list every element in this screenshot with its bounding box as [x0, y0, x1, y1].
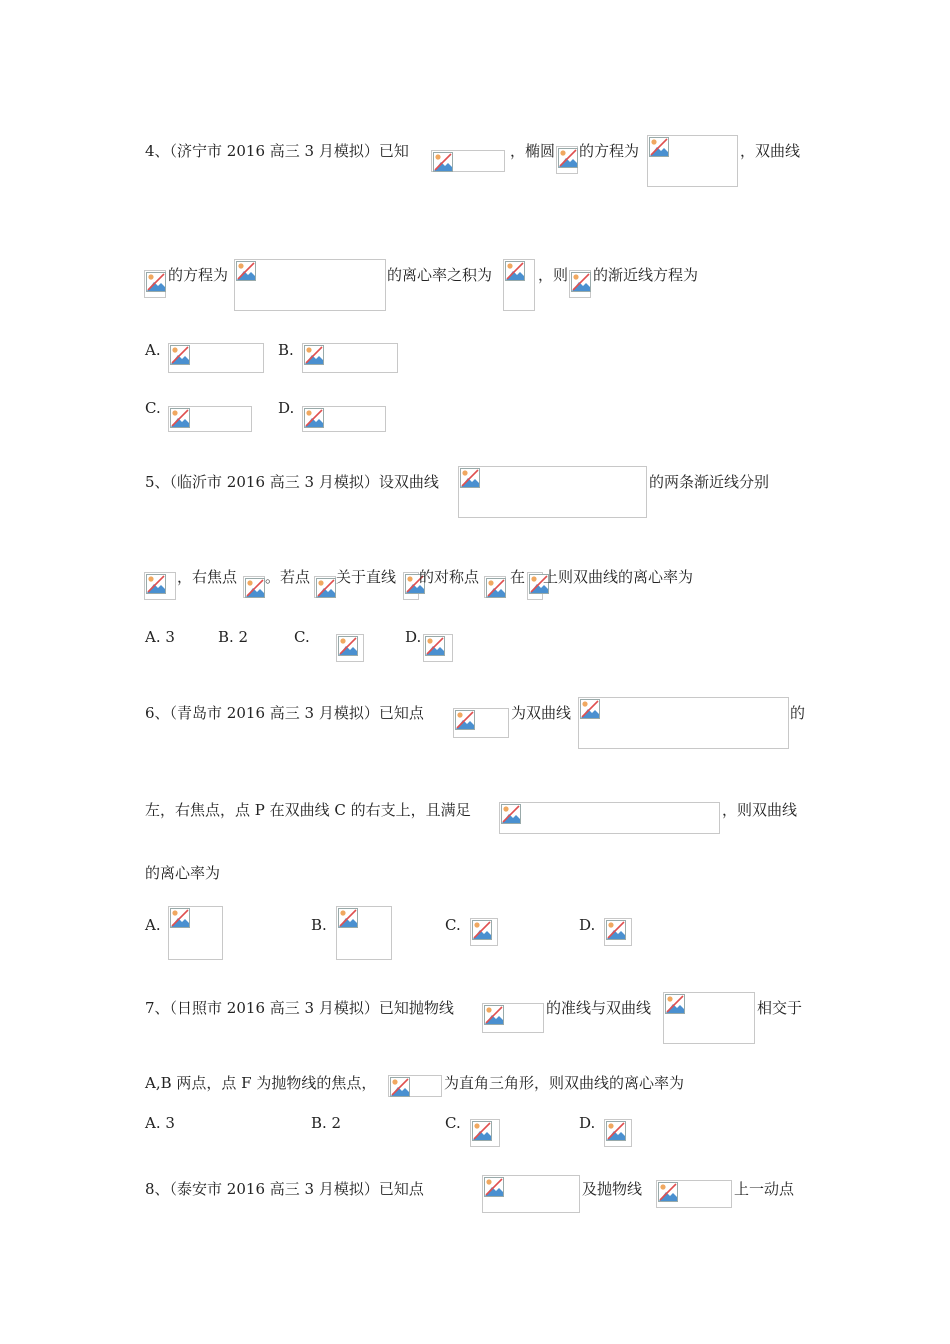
q6-intro: 6、（青岛市 2016 高三 3 月模拟）已知点 — [145, 704, 424, 722]
broken-image-icon — [170, 408, 190, 428]
broken-image-icon — [505, 261, 525, 281]
q7-option-a: A. 3 — [145, 1114, 175, 1132]
formula-image — [647, 135, 738, 187]
formula-image — [458, 466, 647, 518]
option-label: C. — [145, 399, 161, 417]
broken-image-icon — [580, 699, 600, 719]
option-label: A. — [145, 341, 161, 359]
q4-eq-is: 的方程为 — [579, 142, 640, 160]
q5-if: 。若点 — [265, 568, 311, 586]
q5-option-b: B. 2 — [218, 628, 249, 646]
formula-image — [482, 1175, 580, 1213]
q4-eq-is2: 的方程为 — [168, 266, 229, 284]
formula-image — [569, 270, 591, 298]
broken-image-icon — [501, 804, 521, 824]
q5-about: 关于直线 — [336, 568, 397, 586]
formula-image — [604, 1119, 632, 1147]
q5-option-c: C. — [294, 628, 310, 646]
formula-image — [243, 576, 265, 598]
q5-focus: ，右焦点 — [177, 568, 238, 586]
broken-image-icon — [658, 1182, 678, 1202]
formula-image — [144, 270, 166, 298]
broken-image-icon — [558, 148, 578, 168]
q5-option-d: D. — [405, 628, 422, 646]
q7-option-c: C. — [445, 1114, 461, 1132]
formula-image — [423, 634, 453, 662]
q6-is-hyper: 为双曲线 — [511, 704, 572, 722]
formula-image — [527, 572, 543, 600]
formula-image — [470, 918, 498, 946]
formula-image — [168, 406, 252, 432]
broken-image-icon — [606, 920, 626, 940]
broken-image-icon — [472, 1121, 492, 1141]
broken-image-icon — [316, 578, 336, 598]
broken-image-icon — [472, 920, 492, 940]
formula-image — [314, 576, 336, 598]
broken-image-icon — [606, 1121, 626, 1141]
q8-para: 及抛物线 — [582, 1180, 643, 1198]
formula-image — [403, 572, 419, 600]
formula-image — [168, 343, 264, 373]
broken-image-icon — [245, 578, 265, 598]
q5-ecc: 上则双曲线的离心率为 — [543, 568, 694, 586]
option-label: C. — [445, 916, 461, 934]
formula-image — [556, 146, 578, 174]
q4-ellipse: ，椭圆 — [510, 142, 556, 160]
formula-image — [499, 802, 720, 834]
q7-option-d: D. — [579, 1114, 596, 1132]
broken-image-icon — [146, 574, 166, 594]
formula-image — [388, 1075, 442, 1097]
broken-image-icon — [486, 578, 506, 598]
q7-directrix: 的准线与双曲线 — [546, 999, 652, 1017]
q7-line2b: 为直角三角形，则双曲线的离心率为 — [444, 1074, 685, 1092]
broken-image-icon — [484, 1177, 504, 1197]
q4-asym: 的渐近线方程为 — [593, 266, 699, 284]
broken-image-icon — [304, 408, 324, 428]
broken-image-icon — [484, 1005, 504, 1025]
q4-intro: 4、（济宁市 2016 高三 3 月模拟）已知 — [145, 142, 409, 160]
broken-image-icon — [455, 710, 475, 730]
broken-image-icon — [649, 137, 669, 157]
q5-asym: 的两条渐近线分别 — [649, 473, 770, 491]
q8-intro: 8、（泰安市 2016 高三 3 月模拟）已知点 — [145, 1180, 424, 1198]
q7-intro: 7、（日照市 2016 高三 3 月模拟）已知抛物线 — [145, 999, 454, 1017]
broken-image-icon — [571, 272, 591, 292]
formula-image — [234, 259, 386, 311]
broken-image-icon — [170, 345, 190, 365]
q5-sym: 的对称点 — [419, 568, 480, 586]
q6-line2: 左，右焦点，点 P 在双曲线 C 的右支上，且满足 — [145, 801, 471, 819]
q6-line3: 的离心率为 — [145, 864, 221, 882]
broken-image-icon — [338, 636, 358, 656]
formula-image — [302, 343, 398, 373]
formula-image — [484, 576, 506, 598]
broken-image-icon — [146, 272, 166, 292]
broken-image-icon — [338, 908, 358, 928]
q7-line2a: A,B 两点，点 F 为抛物线的焦点， — [145, 1074, 377, 1092]
q4-then: ，则 — [538, 266, 569, 284]
option-label: B. — [311, 916, 327, 934]
formula-image — [578, 697, 789, 749]
broken-image-icon — [304, 345, 324, 365]
option-label: D. — [278, 399, 295, 417]
broken-image-icon — [390, 1077, 410, 1097]
formula-image — [144, 572, 176, 600]
formula-image — [336, 906, 392, 960]
q5-intro: 5、（临沂市 2016 高三 3 月模拟）设双曲线 — [145, 473, 439, 491]
q7-option-b: B. 2 — [311, 1114, 342, 1132]
formula-image — [168, 906, 223, 960]
formula-image — [656, 1180, 732, 1208]
broken-image-icon — [665, 994, 685, 1014]
q6-then: ，则双曲线 — [722, 801, 798, 819]
formula-image — [431, 150, 505, 172]
formula-image — [503, 259, 535, 311]
formula-image — [482, 1003, 544, 1033]
q6-of: 的 — [790, 704, 806, 722]
q4-ecc-prod: 的离心率之积为 — [387, 266, 493, 284]
formula-image — [470, 1119, 500, 1147]
q4-hyper: ，双曲线 — [740, 142, 801, 160]
formula-image — [336, 634, 364, 662]
option-label: B. — [278, 341, 294, 359]
broken-image-icon — [170, 908, 190, 928]
broken-image-icon — [425, 636, 445, 656]
option-label: D. — [579, 916, 596, 934]
formula-image — [663, 992, 755, 1044]
q5-on: 在 — [510, 568, 526, 586]
q8-moving: 上一动点 — [734, 1180, 795, 1198]
option-label: A. — [145, 916, 161, 934]
broken-image-icon — [460, 468, 480, 488]
q5-option-a: A. 3 — [145, 628, 175, 646]
formula-image — [604, 918, 632, 946]
formula-image — [302, 406, 386, 432]
formula-image — [453, 708, 509, 738]
broken-image-icon — [236, 261, 256, 281]
broken-image-icon — [433, 152, 453, 172]
q7-meet: 相交于 — [757, 999, 803, 1017]
